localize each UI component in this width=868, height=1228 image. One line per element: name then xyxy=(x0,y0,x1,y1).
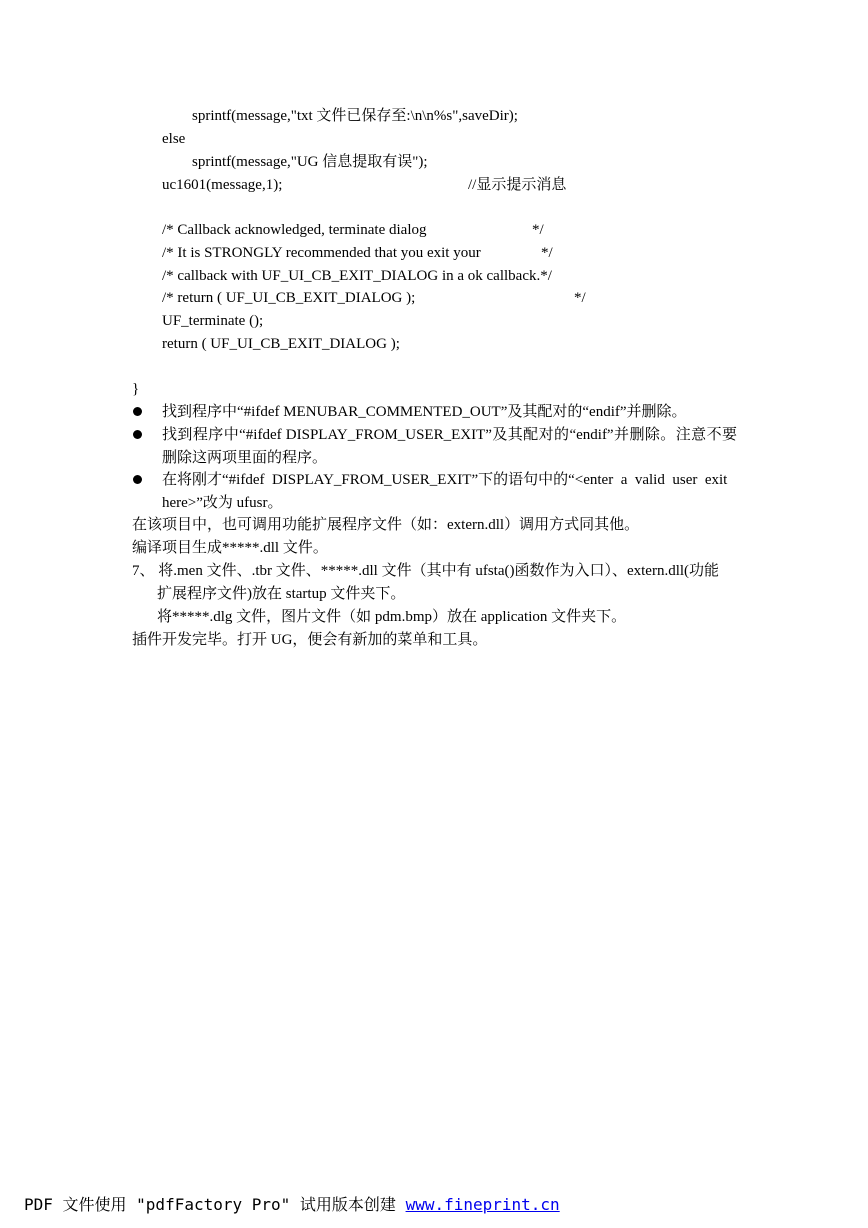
step7-line-1: 7、 将.men 文件、.tbr 文件、*****.dll 文件（其中有 ufsta()函数作为入口）、extern.dll(功能 xyxy=(132,563,720,579)
bullet-item-2-line-1: 找到程序中“#ifdef DISPLAY_FROM_USER_EXIT”及其配对的“endif”并删除。注意不要 xyxy=(162,427,737,443)
code-closing-brace: } xyxy=(132,381,140,397)
bullet-item-1-line-1: 找到程序中“#ifdef MENUBAR_COMMENTED_OUT”及其配对的“endif”并删除。 xyxy=(162,404,687,420)
code-comment-end-2: */ xyxy=(541,245,553,261)
bullet-dot xyxy=(133,475,142,484)
pdf-footer xyxy=(24,1194,560,1216)
bullet-dot xyxy=(133,407,142,416)
code-comment-end-1: */ xyxy=(532,222,544,238)
code-return: return ( UF_UI_CB_EXIT_DIALOG ); xyxy=(162,336,400,352)
step7-line-3: 将*****.dlg 文件，图片文件（如 pdm.bmp）放在 application 文件夹下。 xyxy=(157,609,627,625)
bullet-item-3-line-2: here>”改为 ufusr。 xyxy=(162,495,283,511)
extern-note: 在该项目中，也可调用功能扩展程序文件（如：extern.dll）调用方式同其他。 xyxy=(132,517,640,533)
code-uc1601-comment: //显示提示消息 xyxy=(468,177,567,193)
step7-line-2: 扩展程序文件)放在 startup 文件夹下。 xyxy=(157,586,406,602)
code-comment-line-3: /* callback with UF_UI_CB_EXIT_DIALOG in a ok callback.*/ xyxy=(162,268,552,284)
code-comment-line-1: /* Callback acknowledged, terminate dialog xyxy=(162,222,427,238)
code-comment-line-2: /* It is STRONGLY recommended that you exit your xyxy=(162,245,481,261)
finish-note: 插件开发完毕。打开 UG，便会有新加的菜单和工具。 xyxy=(132,632,488,648)
code-else: else xyxy=(162,131,186,147)
footer-link[interactable]: www.fineprint.cn xyxy=(405,1195,560,1214)
bullet-item-3-line-1: 在将刚才“#ifdef DISPLAY_FROM_USER_EXIT”下的语句中的“<enter a valid user exit xyxy=(162,472,728,488)
bullet-dot xyxy=(133,430,142,439)
code-uc1601-call: uc1601(message,1); xyxy=(162,177,283,193)
code-sprintf-error: sprintf(message,"UG 信息提取有误"); xyxy=(192,154,428,170)
footer-text: PDF 文件使用 "pdfFactory Pro" 试用版本创建 xyxy=(24,1195,406,1214)
code-sprintf-saved: sprintf(message,"txt 文件已保存至:\n\n%s",saveDir); xyxy=(192,108,518,124)
code-comment-line-4: /* return ( UF_UI_CB_EXIT_DIALOG ); xyxy=(162,290,416,306)
code-comment-end-4: */ xyxy=(574,290,586,306)
bullet-item-2-line-2: 删除这两项里面的程序。 xyxy=(162,450,328,466)
code-uf-terminate: UF_terminate (); xyxy=(162,313,264,329)
compile-note: 编译项目生成*****.dll 文件。 xyxy=(132,540,328,556)
